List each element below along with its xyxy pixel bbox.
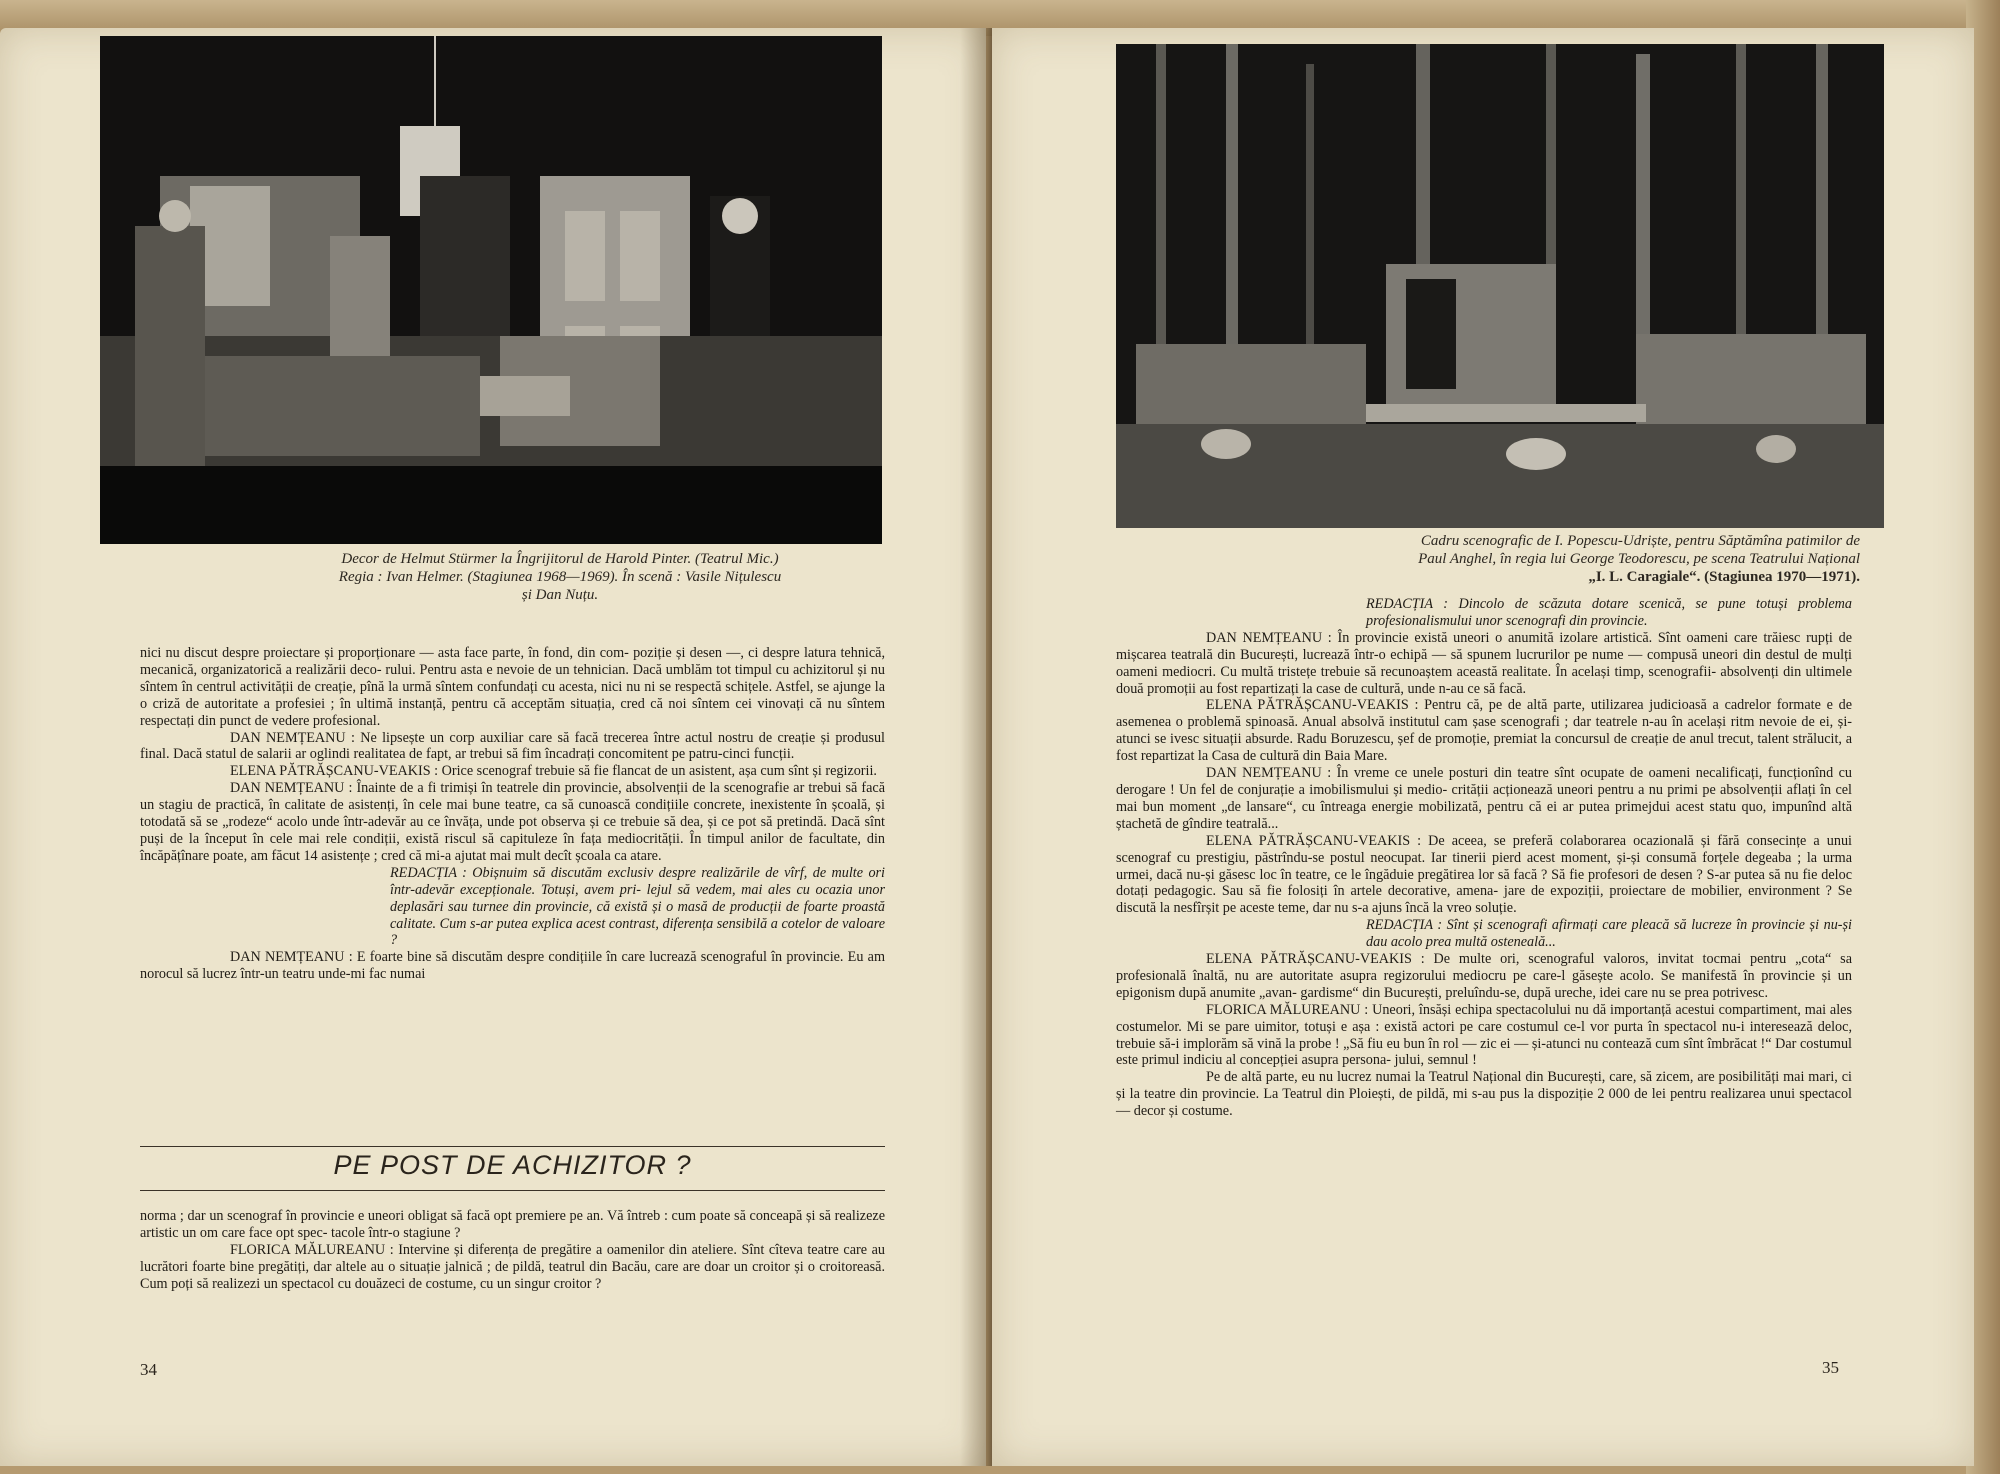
paragraph: DAN NEMȚEANU : Ne lipsește un corp auxiliar care să facă trecerea între actul nostru de creație și produsul final. Dacă statul de salarii ar oglindi realitatea de fapt, ar trebui să fim încadrați concomitent pe patru-cinci funcții.: [140, 729, 885, 763]
article-text-left-top: [140, 645, 885, 983]
stage-photo-right-image: [1116, 44, 1884, 528]
caption-line: Cadru scenografic de I. Popescu-Udriște, pentru Săptămîna patimilor de: [1420, 533, 1860, 549]
paragraph: Pe de altă parte, eu nu lucrez numai la Teatrul Național din București, care, să zicem, are posibilități mai mari, ci și la teatre din provincie. La Teatrul din Ploiești, de pildă, mi s-au pus la dispoziție 2 000 de lei pentru realizarea unui spectacol — decor și costume.: [1116, 1069, 1852, 1120]
paragraph: ELENA PĂTRĂȘCANU-VEAKIS : Pentru că, pe de altă parte, utilizarea judicioasă a cadrelor formate e de asemenea o problemă spinoasă. Anual absolvă institutul cam șase scenografi ; dar teatrele n-au în același ritm nevoie de ei, și-atunci se ivesc situații absurde. Radu Boruzescu, șef de promoție, premiat la concursul de creație de anul trecut, talent strălucit, a fost repartizat la Casa de cultură din Baia Mare.: [1116, 697, 1852, 765]
redactia-question: REDACȚIA : Obișnuim să discutăm exclusiv despre realizările de vîrf, de multe ori într-adevăr excepționale. Totuși, avem pri- lejul să vedem, mai ales cu ocazia unor deplasări sau turnee din provincie, că există și o masă de producții de foarte proastă calitate. Cum s-ar putea explica acest contrast, diferența sensibilă a cotelor de valoare ?: [390, 864, 885, 949]
paragraph: DAN NEMȚEANU : Înainte de a fi trimiși în teatrele din provincie, absolvenții de la scenografie ar trebui să facă un stagiu de practică, în calitate de asistenți, în cele mai bune teatre, ca să cunoască condițiile concrete, inexistente în școală, și totodată să se „rodeze“ acolo unde într-adevăr au ce învăța, unde pot observa și ce trebuie să dea, și ce pot să pretindă. Dacă sînt puși de la început în cele mai rele condiții, există riscul să capituleze în fața mediocrității. În timpul anilor de facultate, din încăpățînare poate, am făcut 14 asistențe ; cred că mi-a ajutat mai mult decît școala ca atare.: [140, 780, 885, 864]
page-number-left: 34: [140, 1360, 157, 1379]
paragraph: norma ; dar un scenograf în provincie e uneori obligat să facă opt premiere pe an. Vă întreb : cum poate să conceapă și să realizeze artistic un om care face opt spec- tacole într-o stagiune ?: [140, 1208, 885, 1241]
paragraph: nici nu discut despre proiectare și proporționare — asta face parte, în fond, din com- poziție și desen —, ci despre latura tehnică, mecanică, organizatorică a realizării deco- rului. Pentru asta e nevoie de un tehnician. Dacă umblăm tot timpul cu achizitorul și nu sîntem în centrul activității de creație, pînă la urmă sîntem confundați cu acesta, nici nu ni se respectă schițele. Astfel, se ajunge la o criză de autoritate a profesiei ; în ultimă instanță, pentru că acceptăm situația, cred că noi sîntem cei vinovați că nu sîntem respectați din punct de vedere profesional.: [140, 645, 885, 729]
caption-line: Decor de Helmut Stürmer la Îngrijitorul de Harold Pinter. (Teatrul Mic.): [341, 551, 779, 567]
redactia-question: REDACȚIA : Sînt și scenografi afirmați care pleacă să lucreze în provincie și nu-și dau acolo prea multă osteneală...: [1366, 917, 1852, 951]
stage-photo-right: [1116, 44, 1884, 528]
paragraph: FLORICA MĂLUREANU : Intervine și diferența de pregătire a oamenilor din ateliere. Sînt cîteva teatre care au lucrători foarte bine pregătiți, dar altele au o situație jalnică ; de pildă, teatrul din Bacău, care are doar un croitor și o croitoreasă. Cum poți să realizezi un spectacol cu douăzeci de costume, cu un singur croitor ?: [140, 1241, 885, 1292]
photo-caption-right: [1210, 532, 1860, 586]
article-text-left-bottom: [140, 1208, 885, 1293]
paragraph: ELENA PĂTRĂȘCANU-VEAKIS : De multe ori, scenograful valoros, invitat tocmai pentru „cota“ sa profesională înaltă, nu are autoritate asupra regizorului mediocru pe care-l găsește acolo. Se manifestă în provincie și un epigonism după anumite „avan- gardisme“ din București, preluîndu-se, după ureche, idei care nu se prea potrivesc.: [1116, 951, 1852, 1001]
paragraph: DAN NEMȚEANU : În vreme ce unele posturi din teatre sînt ocupate de oameni necalificați, funcționînd cu derogare ! Un fel de conjurație a imobilismului și medio- crității acționează uneori pentru a nu primi pe absolvenții aflați în cel mai bun moment „de lansare“, cu întreaga energie mobilizată, pentru că ei ar putea primejdui acest statu quo, impunînd altă ștachetă de gîndire teatrală...: [1116, 765, 1852, 832]
paragraph: FLORICA MĂLUREANU : Uneori, însăși echipa spectacolului nu dă importanță acestui compartiment, mai ales costumelor. Mi se pare uimitor, totuși e așa : există actori pe care costumul ce-l vor purta în spectacol nu-i interesează deloc, trebuie să-i implorăm să vină la probe ! „Să fiu eu bun în rol — zic ei — și-atunci nu contează cum sînt îmbrăcat !“ Dar costumul este primul indiciu al concepției asupra persona- jului, semnul !: [1116, 1001, 1852, 1069]
paragraph: DAN NEMȚEANU : E foarte bine să discutăm despre condițiile în care lucrează scenograful în provincie. Eu am norocul să lucrez într-un teatru unde-mi fac numai: [140, 949, 885, 983]
paragraph: ELENA PĂTRĂȘCANU-VEAKIS : Orice scenograf trebuie să fie flancat de un asistent, așa cum sînt și regizorii.: [230, 763, 877, 780]
stage-photo-left-image: [100, 36, 882, 544]
photo-caption-left: [240, 550, 880, 604]
caption-line: Regia : Ivan Helmer. (Stagiunea 1968—1969). În scenă : Vasile Nițulescu: [338, 569, 782, 585]
headline-rule-bottom: [140, 1190, 885, 1191]
redactia-question: REDACȚIA : Dincolo de scăzuta dotare scenică, se pune totuși problema profesionalismului unor scenografi din provincie.: [1366, 596, 1852, 629]
section-headline: PE POST DE ACHIZITOR ?: [333, 1150, 692, 1180]
paragraph: ELENA PĂTRĂȘCANU-VEAKIS : De aceea, se preferă colaborarea ocazională și fără consecințe a unui scenograf cu prestigiu, păstrîndu-se postul neocupat. Iar tinerii pierd acest moment, și-și consumă forțele degeaba ; la urma urmei, dacă nu-și găsesc loc în teatre, ce le îngăduie pregătirea lor să facă ? Să fie profesori de desen ? S-ar putea să nu fie deloc dotați pedagogic. Sau să fie folosiți în artele decorative, amena- jare de expoziții, proiectare de mobilier, environment ? Se discută la nesfîrșit pe aceste teme, dar nu s-a ajuns încă la vreo soluție.: [1116, 832, 1852, 917]
stage-photo-left: [100, 36, 882, 544]
article-text-right: [1116, 596, 1852, 1120]
caption-line: și Dan Nuțu.: [521, 587, 599, 603]
paragraph: DAN NEMȚEANU : În provincie există uneori o anumită izolare artistică. Sînt oameni care trăiesc rupți de mișcarea teatrală din București, lucrează într-o echipă — să spunem lucrurilor pe nume — compusă uneori din destul de mulți oameni mediocri. Cu multă tristețe trebuie să recunoaștem această realitate. În același timp, scenografii- absolvenți din ultimele două promoții au fost repartizați la case de cultură, unde n-au ce să facă.: [1116, 629, 1852, 697]
page-number-right: 35: [1822, 1358, 1839, 1377]
caption-line: Paul Anghel, în regia lui George Teodorescu, pe scena Teatrului Național: [1418, 551, 1860, 567]
caption-line: „I. L. Caragiale“. (Stagiunea 1970—1971).: [1588, 569, 1860, 585]
headline-rule-top: [140, 1146, 885, 1147]
